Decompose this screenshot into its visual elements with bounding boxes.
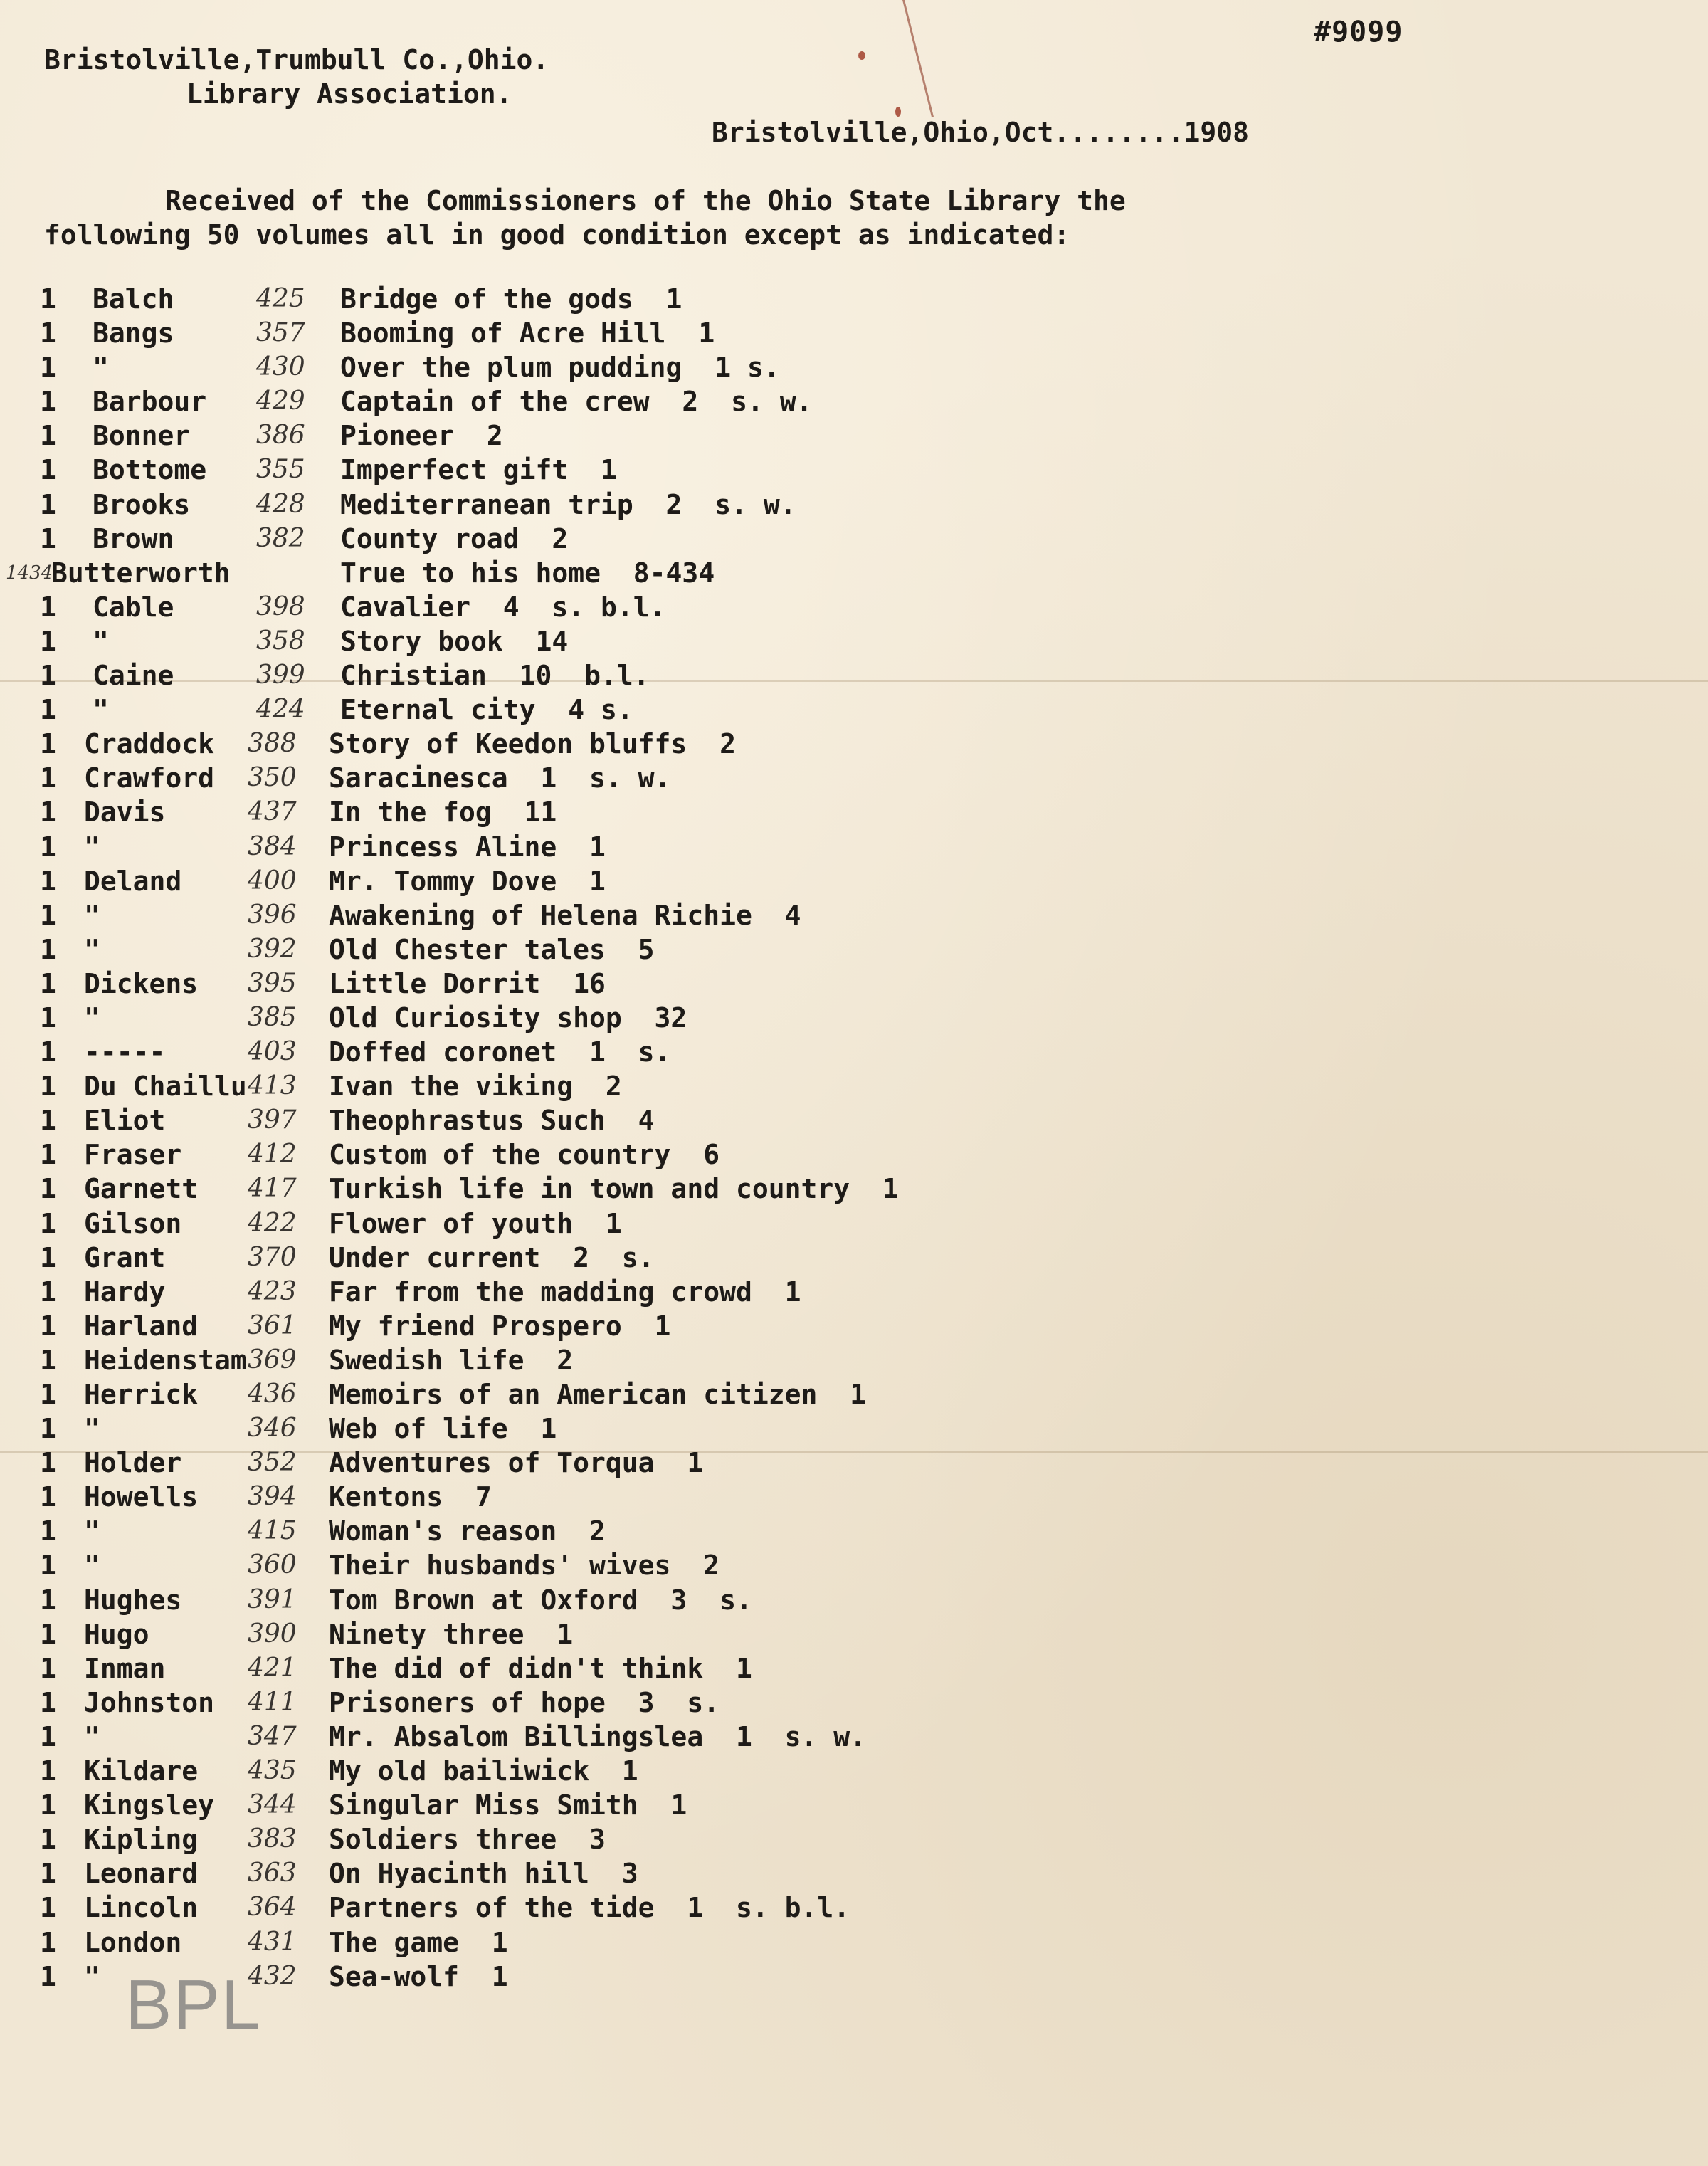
book-title: Doffed coronet 1 s. bbox=[329, 1036, 671, 1068]
handwritten-number: 361 bbox=[248, 1310, 297, 1340]
quantity: 1 bbox=[40, 1241, 56, 1273]
quantity: 1 bbox=[40, 1001, 56, 1034]
list-item bbox=[0, 1686, 1708, 1720]
book-title: Woman's reason 2 bbox=[329, 1515, 606, 1547]
author: " bbox=[84, 1720, 100, 1752]
handwritten-number: 397 bbox=[248, 1105, 297, 1135]
list-item bbox=[0, 1617, 1708, 1651]
quantity: 1 bbox=[40, 660, 56, 692]
author: " bbox=[84, 1413, 100, 1445]
book-title: Mr. Tommy Dove 1 bbox=[329, 865, 606, 897]
author: Gilson bbox=[84, 1207, 182, 1239]
list-item bbox=[0, 1822, 1708, 1856]
book-title: Prisoners of hope 3 s. bbox=[329, 1686, 720, 1718]
list-item bbox=[0, 1206, 1708, 1241]
book-title: Little Dorrit 16 bbox=[329, 967, 606, 999]
book-title: The game 1 bbox=[329, 1926, 508, 1958]
list-item bbox=[0, 1446, 1708, 1480]
book-title: Ivan the viking 2 bbox=[329, 1071, 622, 1103]
book-title: Story book 14 bbox=[340, 625, 569, 657]
handwritten-number: 399 bbox=[256, 661, 305, 690]
quantity: 1 bbox=[40, 865, 56, 897]
book-title: County road 2 bbox=[340, 522, 569, 554]
quantity: 1 bbox=[40, 1071, 56, 1103]
handwritten-number: 415 bbox=[248, 1516, 297, 1546]
list-item bbox=[0, 453, 1708, 487]
quantity: 1 bbox=[40, 1550, 56, 1582]
quantity: 1 bbox=[40, 1618, 56, 1650]
list-item bbox=[0, 1035, 1708, 1069]
list-item bbox=[0, 384, 1708, 419]
author: Hugo bbox=[84, 1618, 149, 1650]
book-title: Web of life 1 bbox=[329, 1413, 557, 1445]
author: London bbox=[84, 1926, 182, 1958]
quantity: 1 bbox=[40, 1207, 56, 1239]
list-item bbox=[0, 1069, 1708, 1103]
list-item bbox=[0, 1651, 1708, 1686]
list-item bbox=[0, 1103, 1708, 1137]
ink-stain bbox=[895, 107, 901, 117]
list-item bbox=[0, 488, 1708, 522]
author: " bbox=[84, 899, 100, 931]
handwritten-number: 436 bbox=[248, 1379, 297, 1409]
book-title: True to his home 8-434 bbox=[340, 557, 715, 589]
handwritten-number: 364 bbox=[248, 1893, 297, 1923]
list-item bbox=[0, 1137, 1708, 1172]
book-title: Mediterranean trip 2 s. w. bbox=[340, 488, 796, 520]
list-item bbox=[0, 1275, 1708, 1309]
author: Bonner bbox=[93, 420, 191, 452]
quantity: 1 bbox=[40, 967, 56, 999]
book-title: Flower of youth 1 bbox=[329, 1207, 622, 1239]
handwritten-number: 352 bbox=[248, 1448, 297, 1478]
book-title: Mr. Absalom Billingslea 1 s. w. bbox=[329, 1720, 866, 1752]
list-item bbox=[0, 1309, 1708, 1343]
handwritten-number: 386 bbox=[256, 421, 305, 451]
list-item bbox=[0, 967, 1708, 1001]
handwritten-number: 382 bbox=[256, 523, 305, 553]
dateline: Bristolville,Ohio,Oct........1908 bbox=[712, 117, 1249, 148]
book-title: Tom Brown at Oxford 3 s. bbox=[329, 1584, 752, 1616]
list-item bbox=[0, 1172, 1708, 1206]
quantity: 1 bbox=[40, 899, 56, 931]
list-item bbox=[0, 1891, 1708, 1925]
list-item bbox=[0, 1925, 1708, 1960]
author: " bbox=[84, 1001, 100, 1034]
author: " bbox=[93, 625, 109, 657]
author: Eliot bbox=[84, 1105, 166, 1137]
list-item bbox=[0, 556, 1708, 590]
quantity: 1 bbox=[40, 283, 56, 315]
handwritten-number: 357 bbox=[256, 318, 305, 348]
author: ----- bbox=[84, 1036, 166, 1068]
list-item bbox=[0, 1856, 1708, 1891]
list-item bbox=[0, 1343, 1708, 1377]
author: Herrick bbox=[84, 1379, 199, 1410]
volume-list bbox=[0, 282, 1708, 1994]
author: Bottome bbox=[93, 454, 207, 486]
author: Hardy bbox=[84, 1276, 166, 1308]
book-title: Booming of Acre Hill 1 bbox=[340, 317, 715, 349]
list-item bbox=[0, 1548, 1708, 1582]
book-title: My friend Prospero 1 bbox=[329, 1310, 671, 1342]
book-title: In the fog 11 bbox=[329, 797, 557, 829]
handwritten-number: 347 bbox=[248, 1721, 297, 1751]
list-item bbox=[0, 1720, 1708, 1754]
handwritten-number: 383 bbox=[248, 1824, 297, 1854]
quantity: 1 bbox=[40, 386, 56, 418]
author: Dickens bbox=[84, 967, 199, 999]
quantity: 1 bbox=[40, 1344, 56, 1376]
list-item bbox=[0, 1788, 1708, 1822]
quantity: 1 bbox=[40, 1892, 56, 1924]
list-item bbox=[0, 316, 1708, 350]
quantity: 1 bbox=[40, 1960, 56, 1992]
list-item bbox=[0, 350, 1708, 384]
list-item bbox=[0, 1754, 1708, 1788]
quantity: 1 bbox=[40, 1105, 56, 1137]
book-title: Christian 10 b.l. bbox=[340, 660, 650, 692]
author: " bbox=[84, 933, 100, 965]
header-line-2: Library Association. bbox=[186, 78, 512, 110]
book-title: Singular Miss Smith 1 bbox=[329, 1789, 687, 1821]
author: Kildare bbox=[84, 1755, 199, 1787]
intro-line-2: following 50 volumes all in good condition except as indicated: bbox=[44, 219, 1070, 251]
author: " bbox=[84, 1515, 100, 1547]
quantity: 1 bbox=[40, 1584, 56, 1616]
list-item bbox=[0, 864, 1708, 898]
book-title: Theophrastus Such 4 bbox=[329, 1105, 655, 1137]
book-title: Captain of the crew 2 s. w. bbox=[340, 386, 813, 418]
quantity: 1 bbox=[40, 317, 56, 349]
list-item bbox=[0, 658, 1708, 693]
book-title: Eternal city 4 s. bbox=[340, 694, 633, 726]
list-item bbox=[0, 795, 1708, 829]
document-number: #9099 bbox=[1314, 16, 1403, 48]
author: Deland bbox=[84, 865, 182, 897]
author: Kipling bbox=[84, 1824, 199, 1856]
book-title: Story of Keedon bluffs 2 bbox=[329, 728, 736, 760]
author: Davis bbox=[84, 797, 166, 829]
author: Heidenstam bbox=[84, 1344, 247, 1376]
quantity: 1 bbox=[40, 762, 56, 794]
list-item bbox=[0, 282, 1708, 316]
book-title: Kentons 7 bbox=[329, 1481, 492, 1513]
book-title: Cavalier 4 s. b.l. bbox=[340, 591, 666, 623]
ink-stain bbox=[858, 51, 865, 60]
author: " bbox=[84, 831, 100, 863]
quantity: 1 bbox=[40, 1858, 56, 1890]
book-title: Turkish life in town and country 1 bbox=[329, 1173, 899, 1205]
list-item bbox=[0, 590, 1708, 624]
handwritten-number: 400 bbox=[248, 866, 297, 895]
list-item bbox=[0, 1001, 1708, 1035]
author: Barbour bbox=[93, 386, 207, 418]
quantity: 1 bbox=[40, 1652, 56, 1684]
handwritten-number: 398 bbox=[256, 592, 305, 621]
author: Lincoln bbox=[84, 1892, 199, 1924]
handwritten-number: 358 bbox=[256, 626, 305, 656]
book-title: Under current 2 s. bbox=[329, 1241, 655, 1273]
handwritten-number: 395 bbox=[248, 968, 297, 998]
handwritten-number: 431 bbox=[248, 1927, 297, 1957]
quantity: 1 bbox=[40, 694, 56, 726]
book-title: My old bailiwick 1 bbox=[329, 1755, 638, 1787]
handwritten-number: 344 bbox=[248, 1790, 297, 1820]
list-item bbox=[0, 898, 1708, 932]
list-item bbox=[0, 1241, 1708, 1275]
handwritten-number: 396 bbox=[248, 900, 297, 930]
quantity: 1 bbox=[40, 1276, 56, 1308]
book-title: Awakening of Helena Richie 4 bbox=[329, 899, 801, 931]
handwritten-number: 392 bbox=[248, 934, 297, 964]
handwritten-number: 363 bbox=[248, 1859, 297, 1888]
author: Balch bbox=[93, 283, 174, 315]
author: Butterworth bbox=[51, 557, 231, 589]
handwritten-number: 437 bbox=[248, 797, 297, 827]
book-title: Custom of the country 6 bbox=[329, 1139, 720, 1171]
book-title: Old Curiosity shop 32 bbox=[329, 1001, 687, 1034]
author: Holder bbox=[84, 1447, 182, 1479]
book-title: Their husbands' wives 2 bbox=[329, 1550, 720, 1582]
header-line-1: Bristolville,Trumbull Co.,Ohio. bbox=[44, 44, 549, 75]
list-item bbox=[0, 1411, 1708, 1446]
author: Brooks bbox=[93, 488, 191, 520]
book-title: The did of didn't think 1 bbox=[329, 1652, 752, 1684]
author: Leonard bbox=[84, 1858, 199, 1890]
handwritten-number: 384 bbox=[248, 831, 297, 861]
author: Du Chaillu bbox=[84, 1071, 247, 1103]
quantity: 1 bbox=[40, 591, 56, 623]
book-title: Imperfect gift 1 bbox=[340, 454, 617, 486]
handwritten-number: 413 bbox=[248, 1071, 297, 1101]
author: Johnston bbox=[84, 1686, 215, 1718]
quantity: 1 bbox=[40, 1515, 56, 1547]
handwritten-number: 421 bbox=[248, 1653, 297, 1683]
list-item bbox=[0, 693, 1708, 727]
list-item bbox=[0, 932, 1708, 967]
book-title: Old Chester tales 5 bbox=[329, 933, 655, 965]
list-item bbox=[0, 1583, 1708, 1617]
book-title: Princess Aline 1 bbox=[329, 831, 606, 863]
handwritten-number: 390 bbox=[248, 1619, 297, 1649]
handwritten-number: 412 bbox=[248, 1140, 297, 1169]
intro-paragraph bbox=[44, 184, 1396, 252]
author: " bbox=[93, 694, 109, 726]
author: Howells bbox=[84, 1481, 199, 1513]
quantity: 1 bbox=[40, 797, 56, 829]
handwritten-number: 429 bbox=[256, 387, 305, 416]
quantity: 1 bbox=[40, 1379, 56, 1410]
handwritten-number: 425 bbox=[256, 284, 305, 313]
author: Caine bbox=[93, 660, 174, 692]
quantity: 1 bbox=[40, 420, 56, 452]
quantity: 1 bbox=[40, 1139, 56, 1171]
author: Cable bbox=[93, 591, 174, 623]
handwritten-number: 403 bbox=[248, 1037, 297, 1067]
quantity: 1 bbox=[40, 454, 56, 486]
quantity: 1 bbox=[40, 1173, 56, 1205]
quantity: 1 bbox=[40, 1824, 56, 1856]
author: Bangs bbox=[93, 317, 174, 349]
author: Garnett bbox=[84, 1173, 199, 1205]
author: Grant bbox=[84, 1241, 166, 1273]
author: Brown bbox=[93, 522, 174, 554]
book-title: Sea-wolf 1 bbox=[329, 1960, 508, 1992]
handwritten-number: 1434 bbox=[6, 562, 53, 584]
list-item bbox=[0, 522, 1708, 556]
handwritten-number: 350 bbox=[248, 763, 297, 793]
list-item bbox=[0, 1514, 1708, 1548]
handwritten-number: 422 bbox=[248, 1208, 297, 1238]
book-title: Pioneer 2 bbox=[340, 420, 503, 452]
quantity: 1 bbox=[40, 728, 56, 760]
quantity: 1 bbox=[40, 831, 56, 863]
quantity: 1 bbox=[40, 488, 56, 520]
handwritten-number: 385 bbox=[248, 1002, 297, 1032]
red-ink-mark bbox=[902, 0, 934, 117]
list-item bbox=[0, 419, 1708, 453]
quantity: 1 bbox=[40, 352, 56, 384]
handwritten-number: 430 bbox=[256, 352, 305, 382]
quantity: 1 bbox=[40, 1926, 56, 1958]
quantity: 1 bbox=[40, 1447, 56, 1479]
book-title: Over the plum pudding 1 s. bbox=[340, 352, 780, 384]
handwritten-number: 428 bbox=[256, 489, 305, 519]
handwritten-number: 423 bbox=[248, 1276, 297, 1306]
author: " bbox=[93, 352, 109, 384]
handwritten-number: 360 bbox=[248, 1550, 297, 1580]
author: Crawford bbox=[84, 762, 215, 794]
handwritten-number: 370 bbox=[248, 1242, 297, 1272]
book-title: Partners of the tide 1 s. b.l. bbox=[329, 1892, 850, 1924]
intro-line-1: Received of the Commissioners of the Ohio State Library the bbox=[165, 185, 1126, 216]
handwritten-number: 417 bbox=[248, 1174, 297, 1204]
book-title: Memoirs of an American citizen 1 bbox=[329, 1379, 866, 1410]
handwritten-number: 388 bbox=[248, 729, 297, 759]
handwritten-number: 369 bbox=[248, 1345, 297, 1374]
list-item bbox=[0, 727, 1708, 761]
handwritten-number: 424 bbox=[256, 695, 305, 725]
author: " bbox=[84, 1960, 100, 1992]
book-title: On Hyacinth hill 3 bbox=[329, 1858, 638, 1890]
quantity: 1 bbox=[40, 1036, 56, 1068]
book-title: Ninety three 1 bbox=[329, 1618, 574, 1650]
quantity: 1 bbox=[40, 1413, 56, 1445]
list-item bbox=[0, 830, 1708, 864]
handwritten-number: 355 bbox=[256, 455, 305, 485]
quantity: 1 bbox=[40, 933, 56, 965]
list-item bbox=[0, 1377, 1708, 1411]
author: Harland bbox=[84, 1310, 199, 1342]
handwritten-number: 432 bbox=[248, 1961, 297, 1991]
list-item bbox=[0, 1480, 1708, 1514]
book-title: Adventures of Torqua 1 bbox=[329, 1447, 704, 1479]
author: " bbox=[84, 1550, 100, 1582]
list-item bbox=[0, 624, 1708, 658]
author: Fraser bbox=[84, 1139, 182, 1171]
book-title: Saracinesca 1 s. w. bbox=[329, 762, 671, 794]
handwritten-number: 394 bbox=[248, 1482, 297, 1512]
author: Inman bbox=[84, 1652, 166, 1684]
quantity: 1 bbox=[40, 1686, 56, 1718]
quantity: 1 bbox=[40, 1755, 56, 1787]
handwritten-number: 346 bbox=[248, 1414, 297, 1444]
book-title: Swedish life 2 bbox=[329, 1344, 574, 1376]
quantity: 1 bbox=[40, 1481, 56, 1513]
quantity: 1 bbox=[40, 625, 56, 657]
author: Hughes bbox=[84, 1584, 182, 1616]
author: Kingsley bbox=[84, 1789, 215, 1821]
list-item bbox=[0, 761, 1708, 795]
quantity: 1 bbox=[40, 522, 56, 554]
handwritten-number: 391 bbox=[248, 1584, 297, 1614]
author: Craddock bbox=[84, 728, 215, 760]
book-title: Soldiers three 3 bbox=[329, 1824, 606, 1856]
book-title: Bridge of the gods 1 bbox=[340, 283, 682, 315]
quantity: 1 bbox=[40, 1310, 56, 1342]
quantity: 1 bbox=[40, 1789, 56, 1821]
bpl-watermark: BPL bbox=[125, 1965, 262, 2044]
book-title: Far from the madding crowd 1 bbox=[329, 1276, 801, 1308]
quantity: 1 bbox=[40, 1720, 56, 1752]
handwritten-number: 411 bbox=[248, 1687, 297, 1717]
handwritten-number: 435 bbox=[248, 1756, 297, 1786]
